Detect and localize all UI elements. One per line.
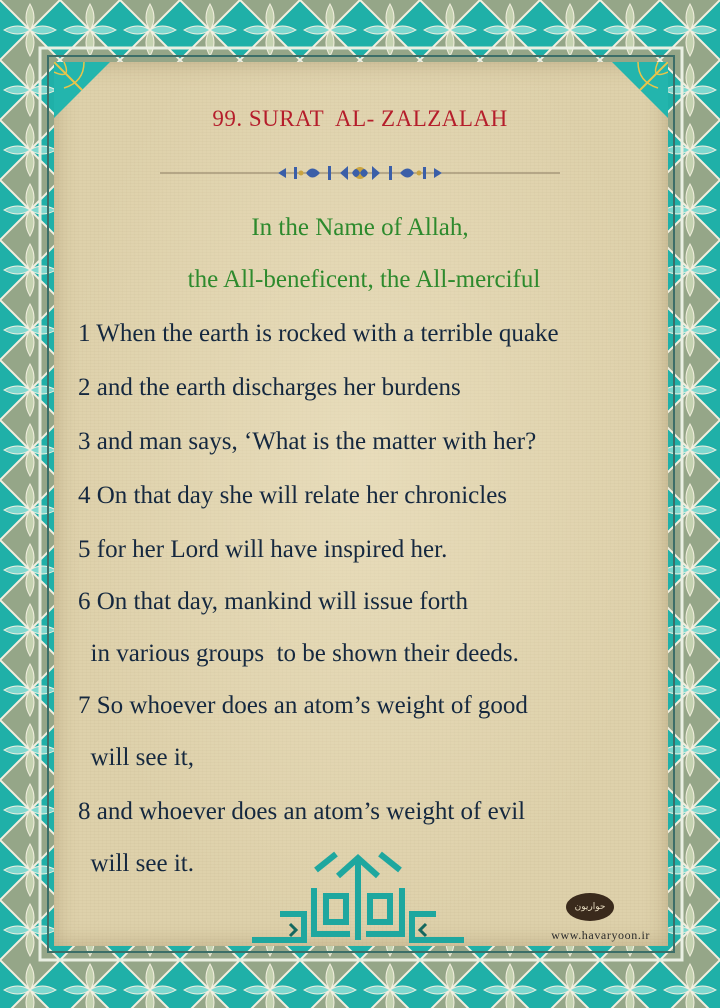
surah-title: 99. SURAT AL- ZALZALAH [212, 106, 508, 131]
verse-line: 8 and whoever does an atom’s weight of evil [78, 798, 526, 825]
verse-line: 3 and man says, ‘What is the matter with her? [78, 428, 537, 455]
basmala-line-1: In the Name of Allah, [251, 214, 469, 241]
verse-line: will see it, [78, 744, 194, 771]
verse-line: in various groups to be shown their deeds. [78, 640, 519, 667]
verse-line: 1 When the earth is rocked with a terrible quake [78, 320, 559, 347]
verse-line: 5 for her Lord will have inspired her. [78, 536, 448, 563]
verse-line: 7 So whoever does an atom’s weight of good [78, 692, 528, 719]
website-url[interactable]: www.havaryoon.ir [551, 928, 650, 942]
basmala-line-2: the All-beneficent, the All-merciful [187, 266, 541, 293]
publisher-seal: حواریون [566, 893, 614, 921]
kufic-logo [250, 848, 466, 948]
verse-line: 2 and the earth discharges her burdens [78, 374, 461, 401]
verse-line: will see it. [78, 850, 194, 877]
verse-line: 4 On that day she will relate her chronicles [78, 482, 508, 509]
verse-line: 6 On that day, mankind will issue forth [78, 588, 468, 615]
title-divider-ornament [160, 160, 560, 186]
